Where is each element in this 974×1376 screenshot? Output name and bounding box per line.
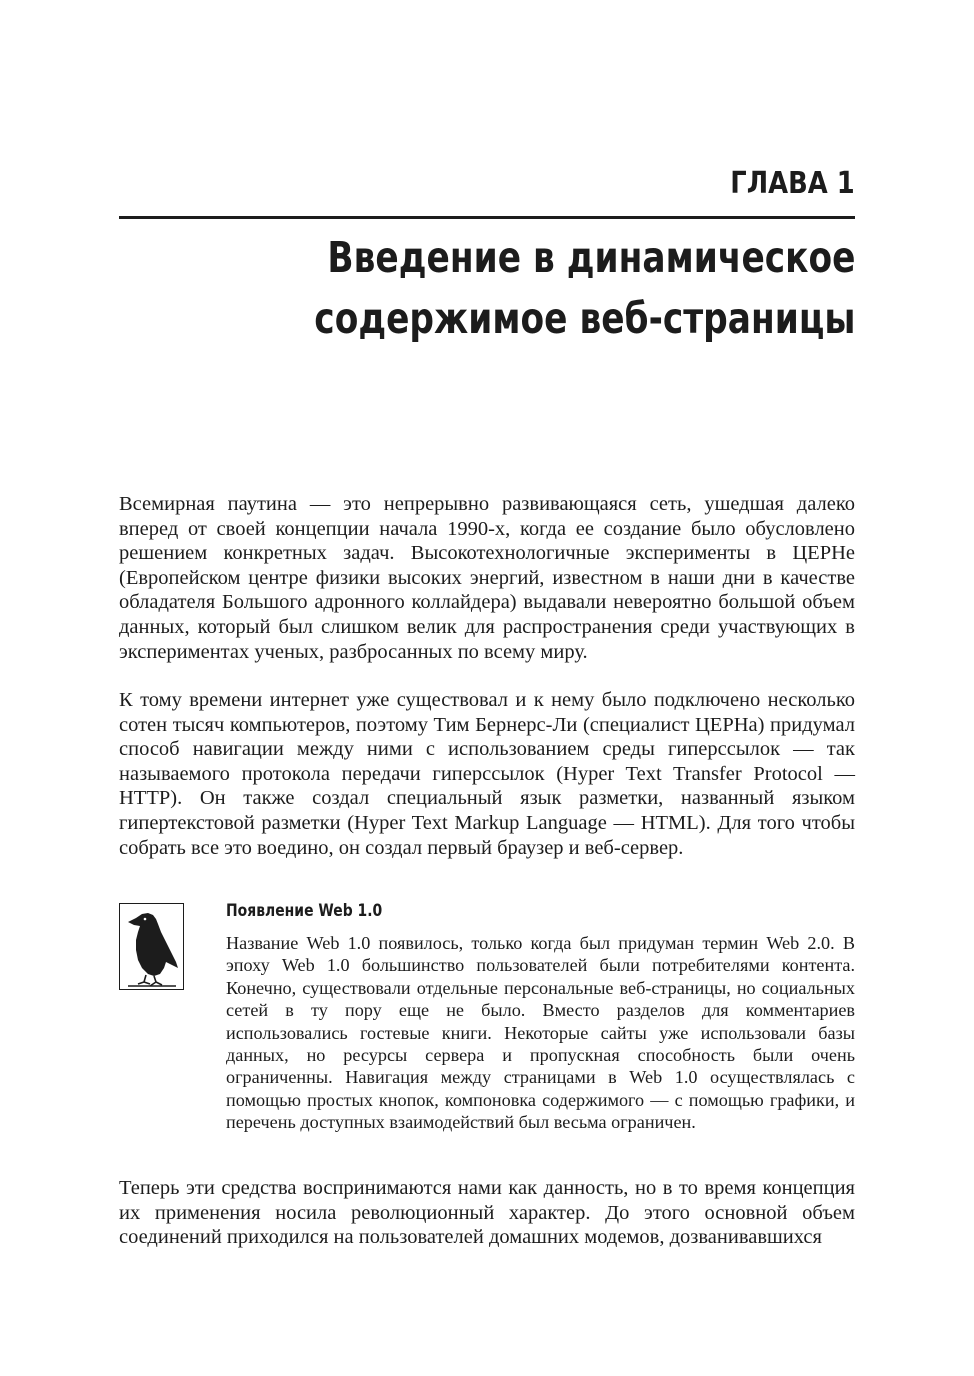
chapter-title-line-1: Введение в динамическое [326, 233, 855, 283]
body-paragraph-2: К тому времени интернет уже существовал и к нему было подключено несколько сотен тысяч компьютеров, поэтому Тим Бернерс-Ли (специалист ЦЕРНа) придумал способ навигации между ними с использованием среды гиперссылок — так называемого протокола передачи гиперссылок (Hyper Text Transfer Protocol — HTTP). Он также создал специальный язык разметки, названный языком гипертекстовой разметки (Hyper Text Markup Language — HTML). Для того чтобы собрать все это воедино, он создал первый браузер и веб-сервер. [119, 689, 855, 859]
chapter-title [314, 228, 855, 350]
chapter-divider [119, 216, 855, 219]
body-paragraph-3: Теперь эти средства воспринимаются нами как данность, но в то время концепция их применения носила революционный характер. До этого основной объем соединений приходился на пользователей домашних модемов, дозванивавшихся [119, 1177, 855, 1249]
note-text: Название Web 1.0 появилось, только когда был придуман термин Web 2.0. В эпоху Web 1.0 большинство пользователей были потребителями контента. Конечно, существовали отдельные персональные веб-страницы, но социальных сетей в ту пору еще не было. Вместо разделов для комментариев использовались гостевые книги. Некоторые сайты уже использовали базы данных, но ресурсы сервера и пропускная способность были очень ограниченны. Навигация между страницами в Web 1.0 осуществлялась с помощью простых кнопок, компоновка содержимого — с помощью графики, и перечень доступных взаимодействий был весьма ограничен. [226, 933, 855, 1133]
chapter-label: ГЛАВА 1 [730, 166, 855, 201]
body-paragraph-1: Всемирная паутина — это непрерывно развивающаяся сеть, ушедшая далеко вперед от своей концепции начала 1990-х, когда ее создание было обусловлено решением конкретных задач. Высокотехнологичные эксперименты в ЦЕРНе (Европейском центре физики высоких энергий, известном в наши дни в качестве обладателя Большого адронного коллайдера) выдавали невероятно большой объем данных, который был слишком велик для распространения среди участвующих в экспериментах ученых, разбросанных по всему миру. [119, 493, 855, 663]
note-heading: Появление Web 1.0 [226, 901, 383, 921]
chapter-title-line-2: содержимое веб-страницы [313, 294, 855, 344]
crow-icon [119, 903, 184, 990]
